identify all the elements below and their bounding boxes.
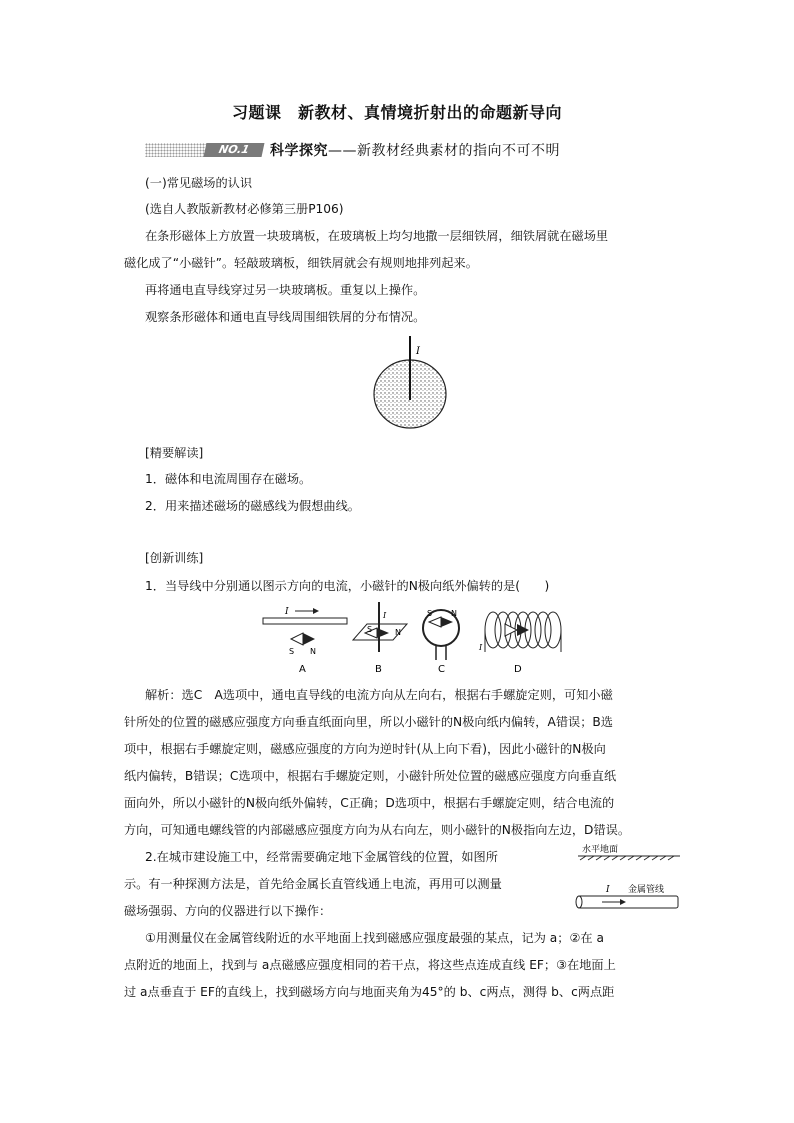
page-title: 习题课 新教材、真情境折射出的命题新导向 [231,103,562,122]
question-2-line: 示。有一种探测方法是，首先给金属长直管线通上电流，再用可以测量 [124,877,502,891]
part1-line: 再将通电直导线穿过另一块玻璃板。重复以上操作。 [145,283,426,297]
analysis-line: 面向外，所以小磁针的N极向纸外偏转，C正确；D选项中，根据右手螺旋定则，结合电流的 [124,796,615,810]
ground-hatch [580,856,674,860]
section-tag: NO.1 [204,143,265,157]
analysis-line: 项中，根据右手螺旋定则，磁感应强度的方向为逆时针(从上向下看)，因此小磁针的N极向 [124,742,606,756]
figure-label-d: D [514,664,522,675]
figure-c [423,609,459,675]
question-2-step: ①用测量仪在金属管线附近的水平地面上找到磁感应强度最强的某点，记为 a；②在 a [145,931,604,945]
figure-label-a: A [299,664,306,675]
reading-item: 2．用来描述磁场的磁感线为假想曲线。 [145,499,360,513]
analysis-line: 解析：选C A选项中，通电直导线的电流方向从左向右，根据右手螺旋定则，可知小磁 [145,688,613,702]
section-title-main: 科学探究 [270,143,328,159]
training-heading: [创新训练] [145,551,204,565]
svg-text:S: S [289,647,295,656]
svg-text:I: I [479,643,483,652]
svg-text:N: N [395,628,401,637]
svg-text:N: N [310,647,316,656]
svg-text:I: I [285,607,289,617]
analysis-line: 针所处的位置的磁感应强度方向垂直纸面向里，所以小磁针的N极向纸内偏转，A错误；B选 [124,715,613,729]
part1-line: 磁化成了“小磁针”。轻敲玻璃板，细铁屑就会有规则地排列起来。 [124,256,478,270]
section-title [270,140,560,160]
figure-label-c: C [438,664,445,675]
current-label: I [416,346,420,357]
svg-text:S: S [367,625,373,634]
analysis-line: 方向，可知通电螺线管的内部磁感应强度方向为从右向左，则小磁针的N极指向左边，D错误。 [124,823,631,837]
question-2-line: 2.在城市建设施工中，经常需要确定地下金属管线的位置，如图所 [145,850,498,864]
analysis-line: 纸内偏转，B错误；C选项中，根据右手螺旋定则，小磁针所处位置的磁感应强度方向垂直纸 [124,769,617,783]
svg-text:I: I [383,611,387,620]
dotted-decoration [145,143,207,157]
svg-text:S: S [427,609,433,618]
reading-item: 1．磁体和电流周围存在磁场。 [145,472,312,486]
question-1-figures [255,600,585,676]
figure-b [353,602,407,675]
question-1: 1．当导线中分别通以图示方向的电流，小磁针的N极向纸外偏转的是( ) [145,579,550,593]
figure-d [478,612,561,675]
part1-line: 在条形磁体上方放置一块玻璃板，在玻璃板上均匀地撒一层细铁屑，细铁屑就在磁场里 [145,229,609,243]
figure-label-b: B [375,664,382,675]
part1-source: (选自人教版新教材必修第三册P106) [145,202,344,216]
part1-heading: (一)常见磁场的认识 [145,176,253,190]
question-2-step: 过 a点垂直于 EF的直线上，找到磁场方向与地面夹角为45°的 b、c两点，测得 b、c两点距 [124,985,615,999]
reading-heading: [精要解读] [145,446,204,460]
metal-pipe [578,896,678,908]
pipe-figure [570,840,685,915]
question-2-line: 磁场强弱、方向的仪器进行以下操作： [124,904,332,918]
pipe-label: 金属管线 [628,885,665,895]
svg-text:N: N [451,609,457,618]
question-2-step: 点附近的地面上，找到与 a点磁感应强度相同的若干点，将这些点连成直线 EF；③在地面上 [124,958,616,972]
iron-filings-figure [368,332,458,432]
section-subtitle: ——新教材经典素材的指向不可不明 [328,143,560,159]
pipe-current-label: I [606,885,610,895]
part1-line: 观察条形磁体和通电直导线周围细铁屑的分布情况。 [145,310,426,324]
figure-a [263,607,347,675]
ground-label: 水平地面 [582,845,619,855]
